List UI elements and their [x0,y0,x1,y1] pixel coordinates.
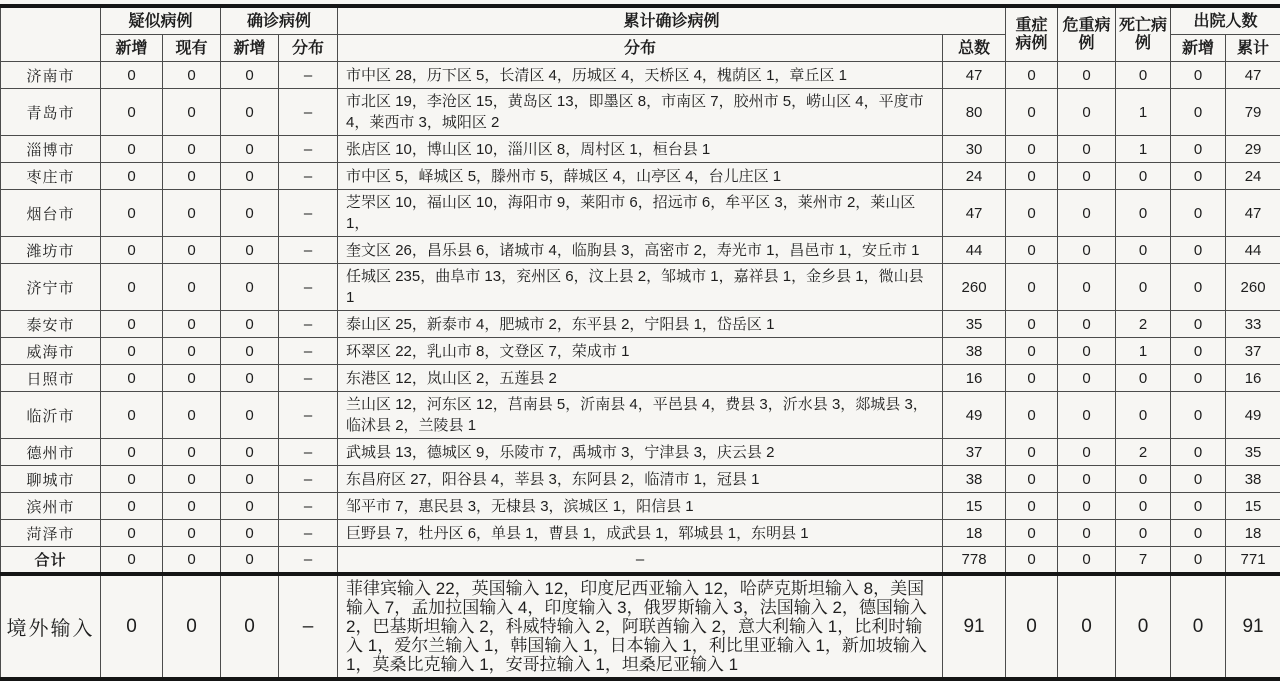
suspected-new-cell: 0 [101,338,163,365]
cumulative-total-cell: 18 [943,520,1006,547]
cumulative-total-cell: 35 [943,311,1006,338]
cumulative-distribution-cell: – [338,547,943,575]
subheader-cumulative-total: 总数 [943,35,1006,62]
cumulative-distribution-cell: 邹平市 7，惠民县 3，无棣县 3，滨城区 1，阳信县 1 [338,493,943,520]
suspected-new-cell: 0 [101,311,163,338]
suspected-new-cell: 0 [101,392,163,439]
discharged-cumulative-cell: 91 [1226,574,1280,679]
table-body [1,62,1280,680]
death-cases-cell: 7 [1116,547,1171,575]
subheader-discharged-cumulative: 累计 [1226,35,1280,62]
suspected-existing-cell: 0 [163,237,221,264]
discharged-new-cell: 0 [1171,466,1226,493]
confirmed-distribution-cell: – [279,311,338,338]
critical-cases-cell: 0 [1058,62,1116,89]
confirmed-new-cell: 0 [221,311,279,338]
confirmed-new-cell: 0 [221,237,279,264]
table-row [1,163,1280,190]
cumulative-total-cell: 38 [943,466,1006,493]
severe-cases-cell: 0 [1006,311,1058,338]
table-row [1,190,1280,237]
cumulative-distribution-cell: 环翠区 22，乳山市 8，文登区 7，荣成市 1 [338,338,943,365]
region-name-cell: 烟台市 [1,190,101,237]
subheader-confirmed-distribution: 分布 [279,35,338,62]
discharged-new-cell: 0 [1171,264,1226,311]
cumulative-distribution-cell: 奎文区 26，昌乐县 6，诸城市 4，临朐县 3，高密市 2，寿光市 1，昌邑市 1，安丘市 1 [338,237,943,264]
region-name-cell: 聊城市 [1,466,101,493]
region-name-cell: 青岛市 [1,89,101,136]
discharged-new-cell: 0 [1171,311,1226,338]
table-row [1,392,1280,439]
cumulative-distribution-cell: 市北区 19，李沧区 15，黄岛区 13，即墨区 8，市南区 7，胶州市 5，崂山区 4，平度市 4，莱西市 3，城阳区 2 [338,89,943,136]
confirmed-distribution-cell: – [279,264,338,311]
confirmed-new-cell: 0 [221,163,279,190]
confirmed-distribution-cell: – [279,520,338,547]
header-severe-cases: 重症病例 [1006,6,1058,62]
table-row [1,136,1280,163]
critical-cases-cell: 0 [1058,520,1116,547]
suspected-existing-cell: 0 [163,574,221,679]
cumulative-total-cell: 16 [943,365,1006,392]
confirmed-distribution-cell: – [279,439,338,466]
critical-cases-cell: 0 [1058,338,1116,365]
cumulative-total-cell: 778 [943,547,1006,575]
suspected-existing-cell: 0 [163,163,221,190]
critical-cases-cell: 0 [1058,365,1116,392]
discharged-new-cell: 0 [1171,574,1226,679]
cumulative-distribution-cell: 芝罘区 10，福山区 10，海阳市 9，莱阳市 6，招远市 6，牟平区 3，莱州市 2，莱山区 1， [338,190,943,237]
suspected-existing-cell: 0 [163,264,221,311]
discharged-new-cell: 0 [1171,136,1226,163]
region-name-cell: 济南市 [1,62,101,89]
confirmed-distribution-cell: – [279,547,338,575]
region-name-cell: 枣庄市 [1,163,101,190]
severe-cases-cell: 0 [1006,493,1058,520]
suspected-new-cell: 0 [101,493,163,520]
suspected-existing-cell: 0 [163,466,221,493]
confirmed-distribution-cell: – [279,62,338,89]
severe-cases-cell: 0 [1006,392,1058,439]
confirmed-new-cell: 0 [221,190,279,237]
cumulative-distribution-cell: 泰山区 25，新泰市 4，肥城市 2，东平县 2，宁阳县 1，岱岳区 1 [338,311,943,338]
confirmed-distribution-cell: – [279,237,338,264]
cumulative-total-cell: 24 [943,163,1006,190]
region-name-cell: 泰安市 [1,311,101,338]
suspected-new-cell: 0 [101,264,163,311]
cumulative-total-cell: 30 [943,136,1006,163]
suspected-existing-cell: 0 [163,365,221,392]
severe-cases-cell: 0 [1006,163,1058,190]
subheader-cumulative-distribution: 分布 [338,35,943,62]
table-row [1,62,1280,89]
table-row [1,547,1280,575]
discharged-new-cell: 0 [1171,520,1226,547]
death-cases-cell: 0 [1116,62,1171,89]
region-name-cell: 威海市 [1,338,101,365]
critical-cases-cell: 0 [1058,574,1116,679]
confirmed-new-cell: 0 [221,439,279,466]
header-death-cases: 死亡病例 [1116,6,1171,62]
confirmed-distribution-cell: – [279,163,338,190]
severe-cases-cell: 0 [1006,574,1058,679]
covid-statistics-table [0,4,1280,681]
region-name-cell: 合计 [1,547,101,575]
severe-cases-cell: 0 [1006,520,1058,547]
subheader-discharged-new: 新增 [1171,35,1226,62]
death-cases-cell: 2 [1116,439,1171,466]
table-row [1,439,1280,466]
table-row [1,264,1280,311]
confirmed-new-cell: 0 [221,547,279,575]
critical-cases-cell: 0 [1058,264,1116,311]
suspected-existing-cell: 0 [163,520,221,547]
discharged-new-cell: 0 [1171,493,1226,520]
critical-cases-cell: 0 [1058,237,1116,264]
confirmed-distribution-cell: – [279,89,338,136]
severe-cases-cell: 0 [1006,237,1058,264]
critical-cases-cell: 0 [1058,493,1116,520]
confirmed-new-cell: 0 [221,574,279,679]
discharged-cumulative-cell: 47 [1226,190,1280,237]
table-row [1,574,1280,679]
cumulative-total-cell: 37 [943,439,1006,466]
suspected-existing-cell: 0 [163,439,221,466]
death-cases-cell: 1 [1116,136,1171,163]
critical-cases-cell: 0 [1058,439,1116,466]
confirmed-distribution-cell: – [279,338,338,365]
suspected-existing-cell: 0 [163,338,221,365]
header-suspected-cases: 疑似病例 [101,6,221,35]
table-row [1,338,1280,365]
table-row [1,493,1280,520]
cumulative-distribution-cell: 兰山区 12，河东区 12，莒南县 5，沂南县 4，平邑县 4，费县 3，沂水县 3，郯城县 3，临沭县 2，兰陵县 1 [338,392,943,439]
region-name-cell: 菏泽市 [1,520,101,547]
discharged-cumulative-cell: 771 [1226,547,1280,575]
severe-cases-cell: 0 [1006,365,1058,392]
cumulative-total-cell: 91 [943,574,1006,679]
severe-cases-cell: 0 [1006,547,1058,575]
discharged-new-cell: 0 [1171,190,1226,237]
cumulative-distribution-cell: 巨野县 7，牡丹区 6，单县 1，曹县 1，成武县 1，郓城县 1，东明县 1 [338,520,943,547]
confirmed-new-cell: 0 [221,264,279,311]
discharged-new-cell: 0 [1171,365,1226,392]
discharged-cumulative-cell: 15 [1226,493,1280,520]
suspected-new-cell: 0 [101,439,163,466]
critical-cases-cell: 0 [1058,163,1116,190]
discharged-new-cell: 0 [1171,338,1226,365]
discharged-new-cell: 0 [1171,237,1226,264]
suspected-new-cell: 0 [101,547,163,575]
critical-cases-cell: 0 [1058,190,1116,237]
death-cases-cell: 0 [1116,237,1171,264]
discharged-cumulative-cell: 29 [1226,136,1280,163]
cumulative-distribution-cell: 武城县 13，德城区 9，乐陵市 7，禹城市 3，宁津县 3，庆云县 2 [338,439,943,466]
cumulative-total-cell: 49 [943,392,1006,439]
header-critical-cases: 危重病例 [1058,6,1116,62]
critical-cases-cell: 0 [1058,547,1116,575]
header-cumulative-confirmed-cases: 累计确诊病例 [338,6,1006,35]
discharged-cumulative-cell: 35 [1226,439,1280,466]
severe-cases-cell: 0 [1006,466,1058,493]
cumulative-total-cell: 80 [943,89,1006,136]
confirmed-new-cell: 0 [221,466,279,493]
discharged-cumulative-cell: 37 [1226,338,1280,365]
confirmed-new-cell: 0 [221,493,279,520]
suspected-existing-cell: 0 [163,392,221,439]
discharged-cumulative-cell: 47 [1226,62,1280,89]
death-cases-cell: 0 [1116,365,1171,392]
discharged-new-cell: 0 [1171,163,1226,190]
confirmed-new-cell: 0 [221,136,279,163]
discharged-cumulative-cell: 33 [1226,311,1280,338]
confirmed-new-cell: 0 [221,338,279,365]
death-cases-cell: 0 [1116,493,1171,520]
region-name-cell: 德州市 [1,439,101,466]
suspected-new-cell: 0 [101,190,163,237]
discharged-cumulative-cell: 49 [1226,392,1280,439]
header-discharged: 出院人数 [1171,6,1280,35]
region-name-cell: 滨州市 [1,493,101,520]
suspected-existing-cell: 0 [163,547,221,575]
suspected-existing-cell: 0 [163,190,221,237]
suspected-new-cell: 0 [101,163,163,190]
death-cases-cell: 0 [1116,520,1171,547]
confirmed-distribution-cell: – [279,466,338,493]
critical-cases-cell: 0 [1058,89,1116,136]
confirmed-new-cell: 0 [221,520,279,547]
region-name-cell: 济宁市 [1,264,101,311]
table-header [1,6,1280,62]
discharged-cumulative-cell: 16 [1226,365,1280,392]
suspected-new-cell: 0 [101,62,163,89]
suspected-new-cell: 0 [101,574,163,679]
discharged-cumulative-cell: 18 [1226,520,1280,547]
suspected-new-cell: 0 [101,237,163,264]
severe-cases-cell: 0 [1006,439,1058,466]
confirmed-distribution-cell: – [279,392,338,439]
cumulative-total-cell: 47 [943,190,1006,237]
header-row-groups [1,6,1280,35]
cumulative-distribution-cell: 东港区 12，岚山区 2，五莲县 2 [338,365,943,392]
suspected-new-cell: 0 [101,136,163,163]
discharged-new-cell: 0 [1171,392,1226,439]
discharged-new-cell: 0 [1171,89,1226,136]
suspected-existing-cell: 0 [163,136,221,163]
cumulative-distribution-cell: 市中区 28，历下区 5，长清区 4，历城区 4，天桥区 4，槐荫区 1，章丘区 1 [338,62,943,89]
critical-cases-cell: 0 [1058,136,1116,163]
subheader-confirmed-new: 新增 [221,35,279,62]
confirmed-new-cell: 0 [221,365,279,392]
critical-cases-cell: 0 [1058,392,1116,439]
discharged-cumulative-cell: 24 [1226,163,1280,190]
death-cases-cell: 2 [1116,311,1171,338]
confirmed-new-cell: 0 [221,392,279,439]
subheader-suspected-new: 新增 [101,35,163,62]
suspected-new-cell: 0 [101,466,163,493]
table-row [1,466,1280,493]
region-name-cell: 日照市 [1,365,101,392]
severe-cases-cell: 0 [1006,62,1058,89]
critical-cases-cell: 0 [1058,466,1116,493]
suspected-new-cell: 0 [101,89,163,136]
discharged-new-cell: 0 [1171,439,1226,466]
death-cases-cell: 1 [1116,89,1171,136]
confirmed-distribution-cell: – [279,136,338,163]
subheader-suspected-existing: 现有 [163,35,221,62]
region-name-cell: 潍坊市 [1,237,101,264]
suspected-new-cell: 0 [101,520,163,547]
corner-cell [1,6,101,62]
severe-cases-cell: 0 [1006,338,1058,365]
death-cases-cell: 1 [1116,338,1171,365]
suspected-existing-cell: 0 [163,89,221,136]
region-name-cell: 淄博市 [1,136,101,163]
cumulative-distribution-cell: 任城区 235，曲阜市 13，兖州区 6，汶上县 2，邹城市 1，嘉祥县 1，金乡县 1，微山县 1 [338,264,943,311]
cumulative-distribution-cell: 东昌府区 27，阳谷县 4，莘县 3，东阿县 2，临清市 1，冠县 1 [338,466,943,493]
table-row [1,311,1280,338]
severe-cases-cell: 0 [1006,264,1058,311]
suspected-existing-cell: 0 [163,311,221,338]
confirmed-new-cell: 0 [221,89,279,136]
confirmed-distribution-cell: – [279,365,338,392]
suspected-new-cell: 0 [101,365,163,392]
death-cases-cell: 0 [1116,264,1171,311]
cumulative-total-cell: 260 [943,264,1006,311]
death-cases-cell: 0 [1116,392,1171,439]
death-cases-cell: 0 [1116,163,1171,190]
cumulative-total-cell: 47 [943,62,1006,89]
header-confirmed-cases: 确诊病例 [221,6,338,35]
region-name-cell: 境外输入 [1,574,101,679]
severe-cases-cell: 0 [1006,136,1058,163]
death-cases-cell: 0 [1116,190,1171,237]
cumulative-total-cell: 38 [943,338,1006,365]
confirmed-distribution-cell: – [279,574,338,679]
severe-cases-cell: 0 [1006,89,1058,136]
discharged-cumulative-cell: 38 [1226,466,1280,493]
table-row [1,365,1280,392]
suspected-existing-cell: 0 [163,493,221,520]
discharged-cumulative-cell: 79 [1226,89,1280,136]
discharged-new-cell: 0 [1171,547,1226,575]
suspected-existing-cell: 0 [163,62,221,89]
table-row [1,237,1280,264]
cumulative-total-cell: 44 [943,237,1006,264]
death-cases-cell: 0 [1116,466,1171,493]
death-cases-cell: 0 [1116,574,1171,679]
discharged-cumulative-cell: 260 [1226,264,1280,311]
cumulative-total-cell: 15 [943,493,1006,520]
discharged-cumulative-cell: 44 [1226,237,1280,264]
cumulative-distribution-cell: 菲律宾输入 22，英国输入 12，印度尼西亚输入 12，哈萨克斯坦输入 8，美国输入 7，孟加拉国输入 4，印度输入 3，俄罗斯输入 3，法国输入 2，德国输入 2，巴基斯坦输入 2，科威特输入 2，阿联酋输入 2，意大利输入 1，比利时输入 1，爱尔兰输入 1，韩国输入 1，日本输入 1，利比里亚输入 1，新加坡输入 1，莫桑比克输入 1，安哥拉输入 1，坦桑尼亚输入 1 [338,574,943,679]
severe-cases-cell: 0 [1006,190,1058,237]
table-row [1,89,1280,136]
table-row [1,520,1280,547]
discharged-new-cell: 0 [1171,62,1226,89]
confirmed-distribution-cell: – [279,190,338,237]
cumulative-distribution-cell: 张店区 10，博山区 10，淄川区 8，周村区 1，桓台县 1 [338,136,943,163]
region-name-cell: 临沂市 [1,392,101,439]
cumulative-distribution-cell: 市中区 5，峄城区 5，滕州市 5，薛城区 4，山亭区 4，台儿庄区 1 [338,163,943,190]
critical-cases-cell: 0 [1058,311,1116,338]
confirmed-new-cell: 0 [221,62,279,89]
confirmed-distribution-cell: – [279,493,338,520]
